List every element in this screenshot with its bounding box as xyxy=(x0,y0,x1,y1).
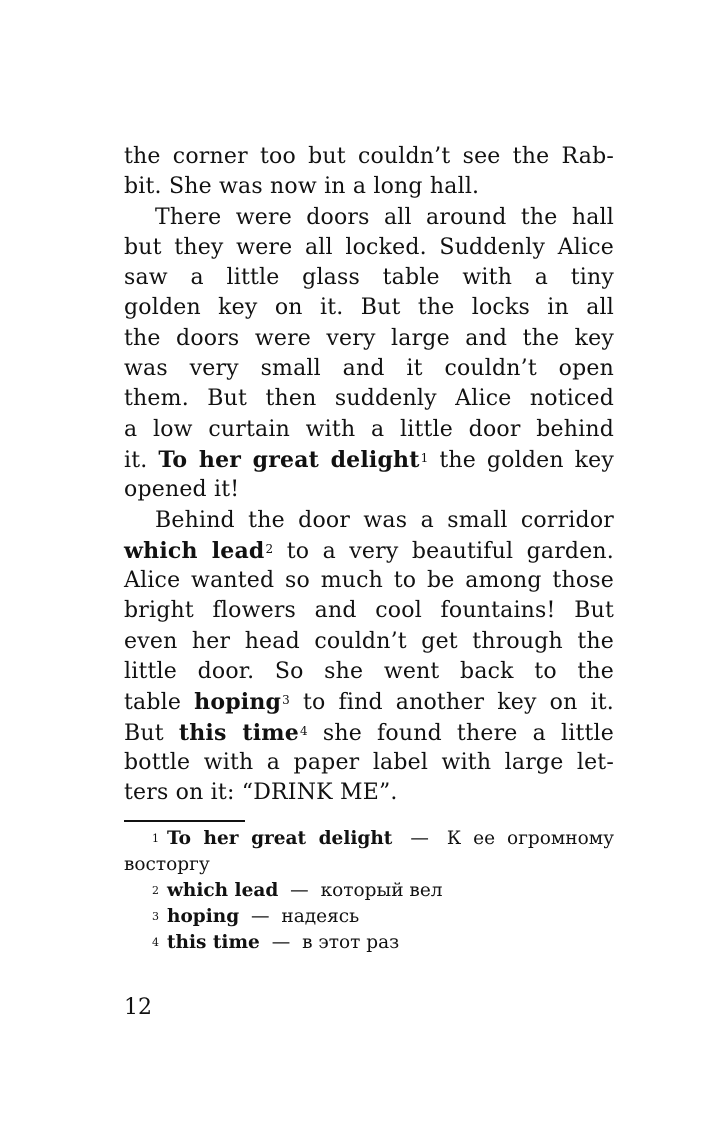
paragraph-start-line: There were doors all around the hall xyxy=(155,204,614,230)
text-line: was very small and it couldn’t open xyxy=(124,356,614,382)
text-segment: to find another key on it. xyxy=(303,690,614,716)
text-line: but they were all locked. Suddenly Alice xyxy=(124,234,614,260)
text-segment: it. xyxy=(124,447,148,473)
footnote-translation: К ее огромному xyxy=(446,828,615,849)
footnote-ref-2: 2 xyxy=(265,541,274,556)
footnote-number: 4 xyxy=(152,936,159,949)
footnote-number: 2 xyxy=(152,884,159,897)
footnote-ref-3: 3 xyxy=(282,693,290,708)
footnote-dash: — xyxy=(410,828,429,849)
text-line: the doors were very large and the key xyxy=(124,325,614,351)
text-segment: she found there a little xyxy=(322,720,614,746)
text-line xyxy=(124,536,614,566)
text-line: golden key on it. But the locks in all xyxy=(124,295,614,321)
body-text xyxy=(124,142,614,809)
footnote-1-continuation: восторгу xyxy=(124,854,210,875)
text-line xyxy=(124,718,614,748)
footnote-translation: надеясь xyxy=(281,906,360,927)
text-segment: to a very beautiful garden. xyxy=(286,538,614,564)
text-segment: table xyxy=(124,690,182,716)
text-line: a low curtain with a little door behind xyxy=(124,416,614,442)
footnote-number: 3 xyxy=(152,910,159,923)
text-line xyxy=(124,445,614,475)
footnote-translation: в этот раз xyxy=(302,932,400,953)
footnote-dash: — xyxy=(290,880,309,901)
text-line xyxy=(124,687,614,717)
footnote-4 xyxy=(124,930,614,956)
footnotes xyxy=(124,826,614,956)
text-line: bit. She was now in a long hall. xyxy=(124,174,480,200)
footnote-2 xyxy=(124,878,614,904)
footnote-3 xyxy=(124,904,614,930)
footnote-term: which lead xyxy=(167,880,279,901)
text-line: opened it! xyxy=(124,477,240,503)
footnote-1 xyxy=(124,826,614,852)
text-line: saw a little glass table with a tiny xyxy=(124,265,614,291)
footnote-ref-1: 1 xyxy=(420,450,429,465)
text-line: little door. So she went back to the xyxy=(124,659,614,685)
footnote-number: 1 xyxy=(152,832,159,845)
footnote-ref-4: 4 xyxy=(299,723,308,738)
glossed-phrase-3: hoping xyxy=(194,689,282,716)
page-number: 12 xyxy=(124,995,152,1020)
footnote-translation: который вел xyxy=(320,880,443,901)
footnote-term: hoping xyxy=(167,906,240,927)
footnote-dash: — xyxy=(271,932,291,953)
text-line: even her head couldn’t get through the xyxy=(124,628,614,654)
glossed-phrase-4: this time xyxy=(178,719,299,746)
paragraph-start-line: Behind the door was a small corridor xyxy=(155,507,614,533)
text-line: the corner too but couldn’t see the Rab- xyxy=(124,144,614,169)
footnote-divider xyxy=(124,820,245,822)
text-segment: the golden key xyxy=(439,447,614,473)
footnote-term: To her great delight xyxy=(167,828,393,849)
footnote-dash: — xyxy=(251,906,270,927)
text-segment: But xyxy=(124,720,164,746)
text-line: them. But then suddenly Alice noticed xyxy=(124,386,614,412)
text-line: bright flowers and cool fountains! But xyxy=(124,598,614,624)
text-line: ters on it: “DRINK ME”. xyxy=(124,780,398,806)
glossed-phrase-2: which lead xyxy=(124,537,265,564)
text-line: Alice wanted so much to be among those xyxy=(124,568,614,594)
footnote-term: this time xyxy=(167,932,260,953)
glossed-phrase-1: To her great delight xyxy=(158,446,420,473)
text-line: bottle with a paper label with large let- xyxy=(124,749,614,775)
